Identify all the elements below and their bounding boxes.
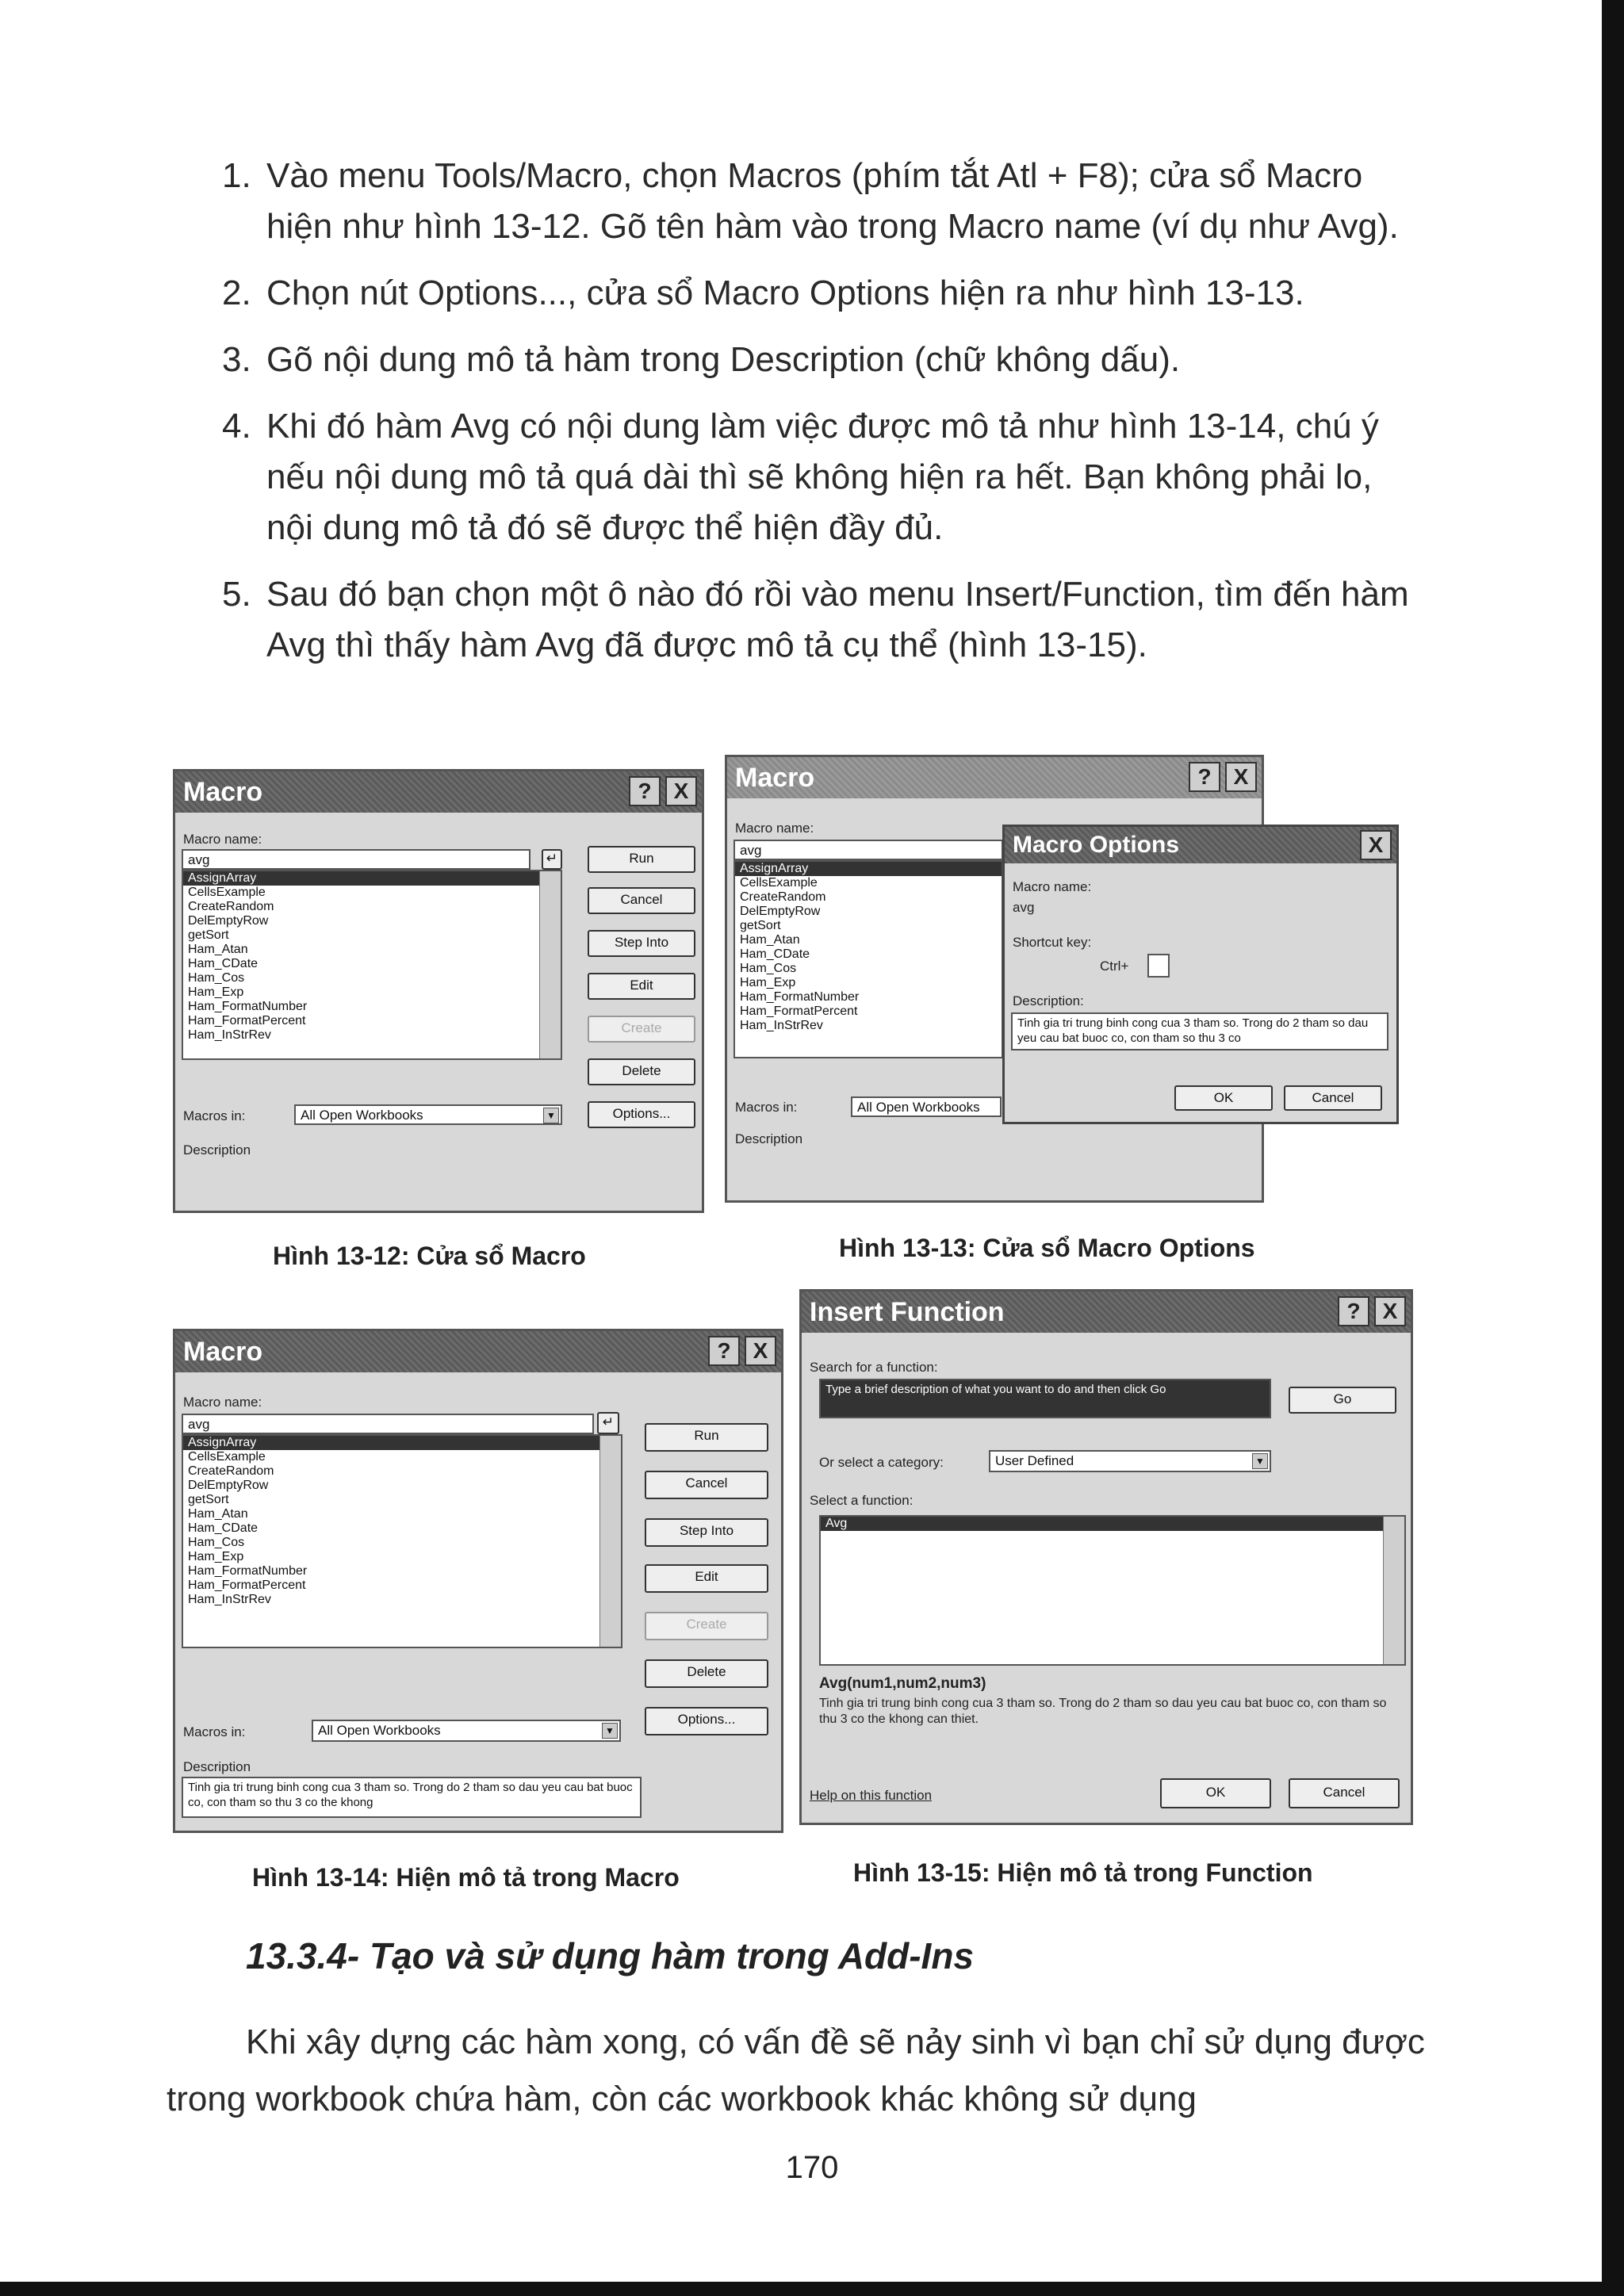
list-item[interactable]: Ham_InStrRev (188, 1028, 271, 1042)
function-list[interactable] (819, 1515, 1406, 1666)
step-item: 5. Sau đó bạn chọn một ô nào đó rồi vào menu Insert/Function, tìm đến hàm Avg thì thấy hàm Avg đã được mô tả cụ thể (hình 13-15). (222, 575, 1409, 664)
step-item: 3. Gõ nội dung mô tả hàm trong Description (chữ không dấu). (222, 340, 1181, 379)
chevron-down-icon[interactable]: ▼ (1252, 1453, 1268, 1469)
list-item[interactable]: AssignArray (183, 1436, 621, 1450)
list-item[interactable]: Ham_CDate (188, 957, 259, 970)
macro-list[interactable] (182, 870, 562, 1060)
list-item[interactable]: Ham_CDate (188, 1521, 259, 1535)
function-signature: Avg(num1,num2,num3) (819, 1675, 986, 1692)
list-item[interactable]: Ham_FormatNumber (740, 990, 860, 1004)
description-input[interactable]: Tinh gia tri trung binh cong cua 3 tham so. Trong do 2 tham so dau yeu cau bat buoc co, con tham so thu 3 co (1011, 1012, 1388, 1050)
options-button[interactable]: Options... (645, 1707, 768, 1735)
close-icon[interactable]: X (1225, 762, 1257, 792)
options-button[interactable]: Options... (588, 1101, 695, 1128)
list-item[interactable]: DelEmptyRow (188, 1479, 269, 1492)
scrollbar[interactable] (1383, 1517, 1404, 1664)
title-bar: Macro Options X (1005, 827, 1396, 863)
scrollbar[interactable] (599, 1436, 621, 1647)
figure-13-13-macro-options (725, 755, 1419, 1207)
list-item[interactable]: Ham_InStrRev (188, 1593, 271, 1606)
page-edge (1602, 0, 1624, 2296)
macros-in-select[interactable]: All Open Workbooks ▼ (312, 1720, 621, 1742)
shortcut-key-label: Shortcut key: (1013, 935, 1092, 950)
macro-list[interactable] (733, 860, 1003, 1058)
help-icon[interactable]: ? (1189, 762, 1220, 792)
list-item[interactable]: Ham_FormatPercent (740, 1004, 858, 1018)
title-bar: Insert Function ? X (802, 1292, 1411, 1333)
list-item[interactable]: Ham_InStrRev (740, 1019, 823, 1032)
cancel-button[interactable]: Cancel (1289, 1778, 1400, 1808)
macros-in-select[interactable]: All Open Workbooks (851, 1096, 1002, 1117)
ctrl-label: Ctrl+ (1100, 959, 1129, 974)
create-button: Create (645, 1612, 768, 1640)
ok-button[interactable]: OK (1174, 1085, 1273, 1111)
figure-caption: Hình 13-14: Hiện mô tả trong Macro (252, 1863, 680, 1892)
list-item[interactable]: Ham_Exp (740, 976, 796, 989)
create-button: Create (588, 1016, 695, 1043)
ok-button[interactable]: OK (1160, 1778, 1271, 1808)
run-button[interactable]: Run (645, 1423, 768, 1452)
section-heading: 13.3.4- Tạo và sử dụng hàm trong Add-Ins (246, 1935, 975, 1976)
close-icon[interactable]: X (1360, 830, 1392, 860)
macro-name-label: Macro name: (183, 1395, 262, 1410)
list-item[interactable]: Ham_Cos (188, 1536, 245, 1549)
help-icon[interactable]: ? (629, 776, 661, 806)
list-item[interactable]: Ham_Cos (740, 962, 797, 975)
list-item[interactable]: Ham_Atan (188, 943, 248, 956)
list-item[interactable]: CellsExample (188, 1450, 266, 1464)
chevron-down-icon[interactable]: ▼ (602, 1723, 618, 1739)
function-description: Tinh gia tri trung binh cong cua 3 tham so. Trong do 2 tham so dau yeu cau bat buoc co, con tham so thu 3 co the khong can thiet. (819, 1697, 1387, 1726)
figure-caption: Hình 13-12: Cửa sổ Macro (273, 1242, 586, 1270)
scrollbar[interactable] (539, 871, 561, 1058)
collapse-icon[interactable]: ↵ (597, 1412, 619, 1434)
macros-in-label: Macros in: (183, 1724, 246, 1739)
step-item: 4. Khi đó hàm Avg có nội dung làm việc được mô tả như hình 13-14, chú ý nếu nội dung mô tả quá dài thì sẽ không hiện ra hết. Bạn không phải lo, nội dung mô tả đó sẽ được thể hiện đầy đủ. (222, 407, 1379, 547)
delete-button[interactable]: Delete (645, 1659, 768, 1688)
figure-caption: Hình 13-13: Cửa sổ Macro Options (839, 1234, 1255, 1262)
macro-name-label: Macro name: (1013, 879, 1092, 894)
list-item[interactable]: CreateRandom (188, 900, 274, 913)
macros-in-select[interactable]: All Open Workbooks ▼ (294, 1104, 562, 1125)
macro-name-label: Macro name: (735, 821, 814, 836)
collapse-icon[interactable]: ↵ (542, 849, 562, 870)
figure-13-15-insert-function (799, 1289, 1413, 1825)
select-function-label: Select a function: (810, 1493, 914, 1508)
macro-name-value: avg (1013, 900, 1035, 915)
chevron-down-icon[interactable]: ▼ (543, 1108, 559, 1123)
list-item[interactable]: CreateRandom (740, 890, 826, 904)
title-bar: Macro ? X (175, 1331, 781, 1372)
description-text: Tinh gia tri trung binh cong cua 3 tham so. Trong do 2 tham so dau yeu cau bat buoc co, con tham so thu 3 co the khong (182, 1777, 642, 1818)
search-input[interactable]: Type a brief description of what you want to do and then click Go (819, 1379, 1271, 1418)
list-item[interactable]: Ham_FormatPercent (188, 1014, 306, 1027)
edit-button[interactable]: Edit (588, 973, 695, 1000)
help-icon[interactable]: ? (1338, 1296, 1369, 1326)
step-item: 2. Chọn nút Options..., cửa sổ Macro Options hiện ra như hình 13-13. (222, 274, 1304, 312)
list-item[interactable]: getSort (740, 919, 781, 932)
macros-in-label: Macros in: (735, 1100, 798, 1115)
list-item[interactable]: Ham_Atan (740, 933, 800, 947)
macro-name-input[interactable]: avg (182, 1414, 594, 1434)
macros-in-label: Macros in: (183, 1108, 246, 1123)
step-item: 1. Vào menu Tools/Macro, chọn Macros (phím tắt Atl + F8); cửa sổ Macro hiện như hình 13-12. Gõ tên hàm vào trong Macro name (ví dụ như Avg). (222, 156, 1399, 246)
figure-13-12-macro-dialog (173, 769, 704, 1213)
list-item[interactable]: Ham_FormatPercent (188, 1578, 306, 1592)
macro-name-input[interactable]: avg (182, 849, 530, 870)
edit-button[interactable]: Edit (645, 1564, 768, 1593)
help-link[interactable]: Help on this function (810, 1788, 933, 1803)
list-item[interactable]: Ham_Exp (188, 985, 244, 999)
go-button[interactable]: Go (1289, 1387, 1396, 1414)
close-icon[interactable]: X (665, 776, 697, 806)
macro-name-label: Macro name: (183, 832, 262, 847)
help-icon[interactable]: ? (708, 1336, 740, 1366)
macro-list[interactable] (182, 1434, 622, 1648)
delete-button[interactable]: Delete (588, 1058, 695, 1085)
list-item[interactable]: Ham_Cos (188, 971, 245, 985)
step-into-button[interactable]: Step Into (645, 1518, 768, 1547)
list-item[interactable]: AssignArray (735, 862, 1002, 876)
list-item[interactable]: Avg (821, 1517, 1404, 1531)
list-item[interactable]: getSort (188, 1493, 229, 1506)
description-label: Description (183, 1142, 251, 1158)
search-label: Search for a function: (810, 1360, 938, 1375)
description-label: Description (735, 1131, 803, 1146)
run-button[interactable]: Run (588, 846, 695, 873)
page-edge-bottom (0, 2282, 1624, 2296)
category-label: Or select a category: (819, 1455, 944, 1470)
figure-13-14-macro-description (173, 1329, 783, 1833)
figure-caption: Hình 13-15: Hiện mô tả trong Function (853, 1858, 1313, 1887)
category-select[interactable]: User Defined ▼ (989, 1450, 1271, 1472)
close-icon[interactable]: X (1374, 1296, 1406, 1326)
list-item[interactable]: Ham_Exp (188, 1550, 244, 1563)
body-paragraph: Khi xây dựng các hàm xong, có vấn đề sẽ nảy sinh vì bạn chỉ sử dụng được trong workbook chứa hàm, còn các workbook khác không sử dụng (167, 2022, 1425, 2118)
list-item[interactable]: getSort (188, 928, 229, 942)
title-bar: Macro ? X (727, 757, 1262, 798)
step-into-button[interactable]: Step Into (588, 930, 695, 957)
list-item[interactable]: CellsExample (188, 886, 266, 899)
description-label: Description: (1013, 993, 1084, 1008)
description-label: Description (183, 1759, 251, 1774)
close-icon[interactable]: X (745, 1336, 776, 1366)
page-number: 170 (785, 2150, 839, 2185)
list-item[interactable]: Ham_Atan (188, 1507, 248, 1521)
list-item[interactable]: CreateRandom (188, 1464, 274, 1478)
cancel-button[interactable]: Cancel (645, 1471, 768, 1499)
list-item[interactable]: Ham_FormatNumber (188, 1000, 308, 1013)
title-bar: Macro ? X (175, 771, 702, 813)
shortcut-key-input[interactable] (1147, 954, 1170, 978)
cancel-button[interactable]: Cancel (588, 887, 695, 914)
list-item[interactable]: Ham_FormatNumber (188, 1564, 308, 1578)
cancel-button[interactable]: Cancel (1284, 1085, 1382, 1111)
macro-options-dialog (1002, 825, 1399, 1124)
list-item[interactable]: CellsExample (740, 876, 818, 890)
list-item[interactable]: DelEmptyRow (188, 914, 269, 928)
list-item[interactable]: Ham_CDate (740, 947, 810, 961)
list-item[interactable]: AssignArray (183, 871, 561, 886)
step-list (222, 151, 1427, 687)
macro-name-input[interactable]: avg (733, 840, 1003, 860)
list-item[interactable]: DelEmptyRow (740, 905, 821, 918)
